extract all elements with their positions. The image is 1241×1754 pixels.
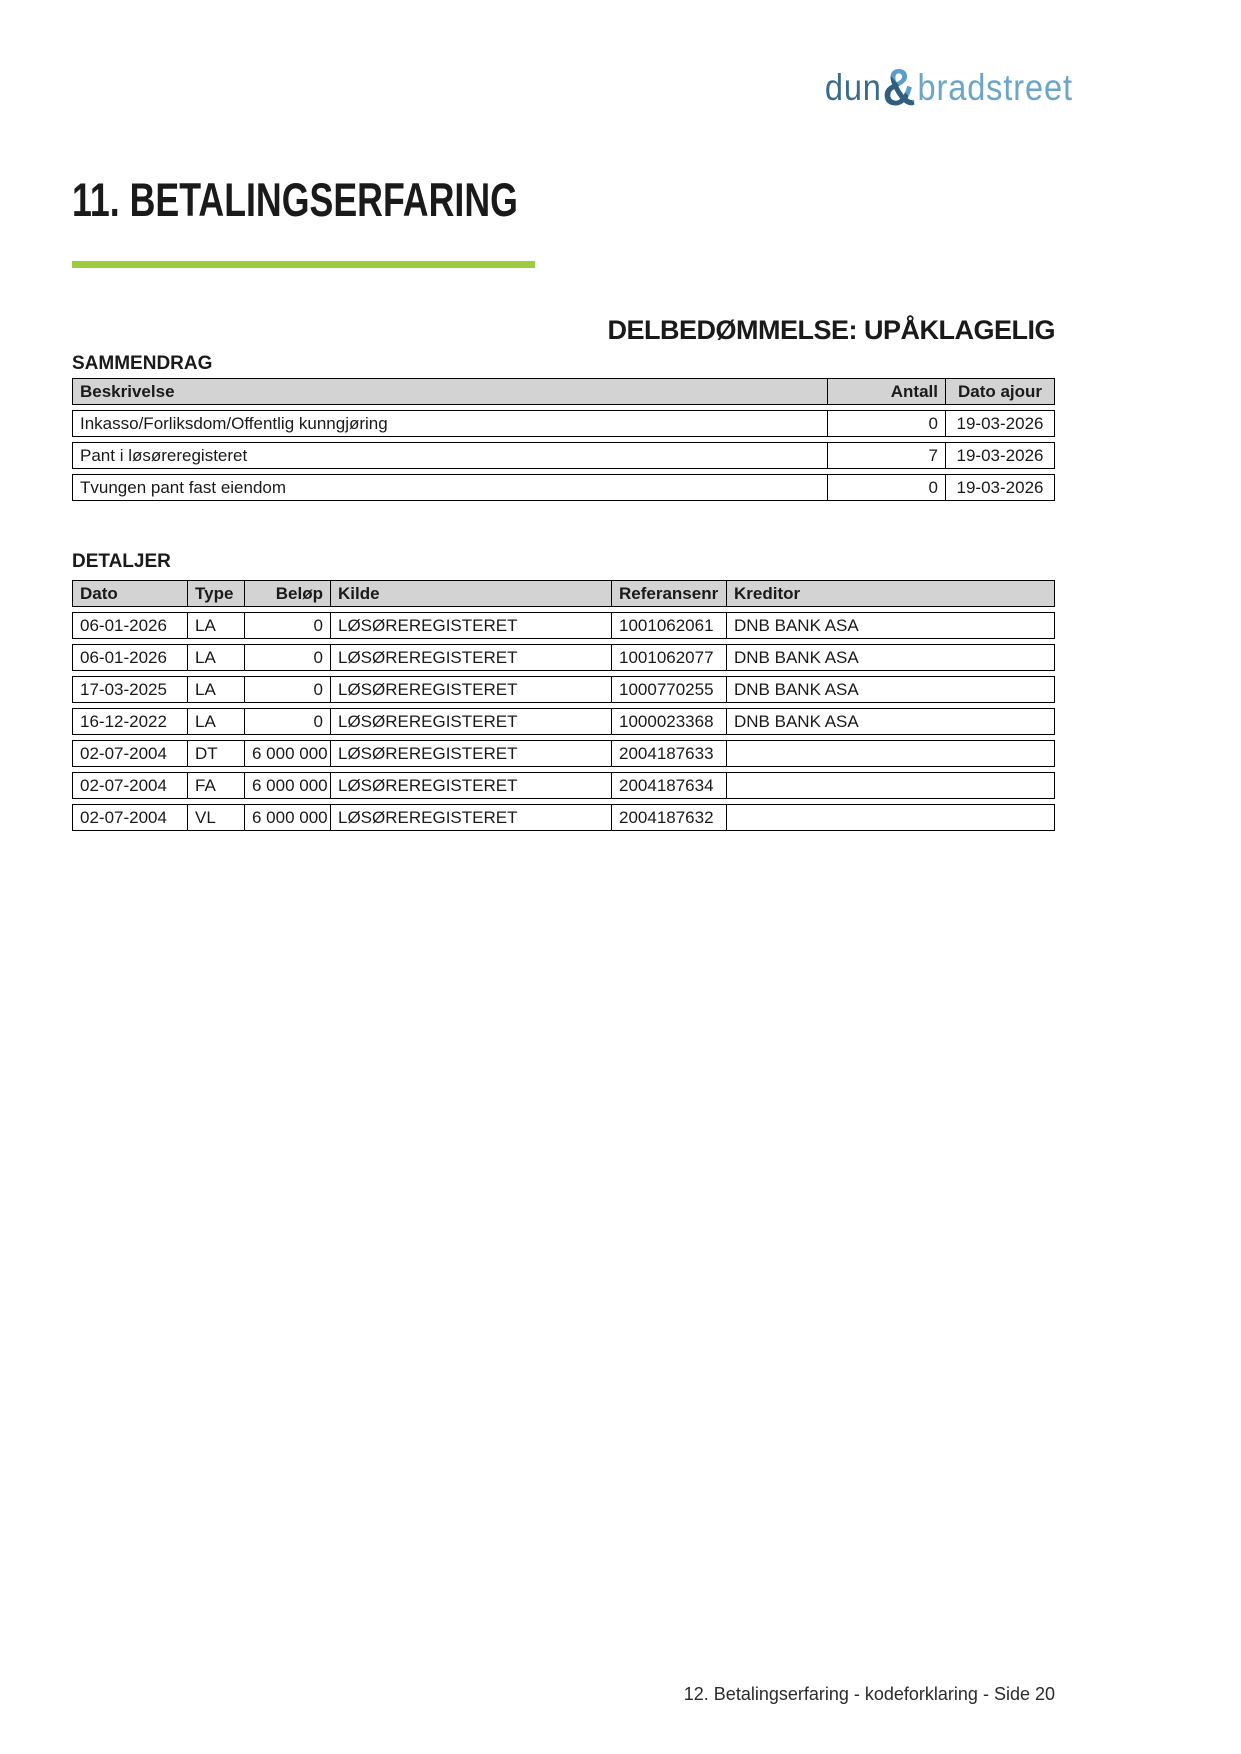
table-cell (727, 772, 1055, 799)
table-row (72, 612, 1055, 639)
table-cell: 0 (245, 612, 331, 639)
table-cell: VL (188, 804, 245, 831)
table-cell: 1000770255 (612, 676, 727, 703)
table-row (72, 676, 1055, 703)
table-cell: 2004187634 (612, 772, 727, 799)
column-header-kilde: Kilde (331, 580, 612, 607)
sub-assessment-heading: DELBEDØMMELSE: UPÅKLAGELIG (607, 315, 1055, 345)
table-cell: 16-12-2022 (72, 708, 188, 735)
table-cell: 0 (245, 676, 331, 703)
table-cell: Pant i løsøreregisteret (72, 442, 828, 469)
table-cell: 2004187632 (612, 804, 727, 831)
table-cell: LØSØREREGISTERET (331, 644, 612, 671)
table-cell: FA (188, 772, 245, 799)
summary-header-row (72, 378, 1055, 405)
column-header-belop: Beløp (245, 580, 331, 607)
details-header-row (72, 580, 1055, 607)
table-cell: 0 (245, 708, 331, 735)
column-header-antall: Antall (828, 378, 946, 405)
logo-text-bradstreet: bradstreet (917, 67, 1073, 108)
table-cell: LØSØREREGISTERET (331, 676, 612, 703)
table-row (72, 804, 1055, 831)
table-row (72, 474, 1055, 501)
table-cell: 6 000 000 (245, 772, 331, 799)
table-cell: LA (188, 708, 245, 735)
table-cell: DNB BANK ASA (727, 612, 1055, 639)
table-cell: Inkasso/Forliksdom/Offentlig kunngjøring (72, 410, 828, 437)
table-cell: LØSØREREGISTERET (331, 740, 612, 767)
table-cell: 6 000 000 (245, 740, 331, 767)
table-cell: 6 000 000 (245, 804, 331, 831)
page-title: 11. BETALINGSERFARING (72, 173, 518, 226)
table-cell (727, 740, 1055, 767)
table-cell: 19-03-2026 (946, 442, 1055, 469)
table-cell: LØSØREREGISTERET (331, 708, 612, 735)
table-cell: LØSØREREGISTERET (331, 804, 612, 831)
column-header-type: Type (188, 580, 245, 607)
table-row (72, 708, 1055, 735)
table-cell: 1001062077 (612, 644, 727, 671)
table-cell: LA (188, 676, 245, 703)
table-cell (727, 804, 1055, 831)
table-cell: 17-03-2025 (72, 676, 188, 703)
table-cell: LØSØREREGISTERET (331, 612, 612, 639)
table-cell: LA (188, 612, 245, 639)
column-header-kreditor: Kreditor (727, 580, 1055, 607)
dun-bradstreet-logo (824, 59, 1073, 117)
table-cell: LA (188, 644, 245, 671)
table-cell: Tvungen pant fast eiendom (72, 474, 828, 501)
column-header-dato: Dato (72, 580, 188, 607)
table-cell: 06-01-2026 (72, 612, 188, 639)
table-cell: DT (188, 740, 245, 767)
page-footer: 12. Betalingserfaring - kodeforklaring - Side 20 (683, 1684, 1055, 1704)
table-cell: LØSØREREGISTERET (331, 772, 612, 799)
table-cell: DNB BANK ASA (727, 644, 1055, 671)
ampersand-icon: & (882, 59, 917, 117)
table-cell: 02-07-2004 (72, 804, 188, 831)
table-row (72, 644, 1055, 671)
table-cell: 2004187633 (612, 740, 727, 767)
column-header-referansenr: Referansenr (612, 580, 727, 607)
table-cell: 19-03-2026 (946, 474, 1055, 501)
column-header-beskrivelse: Beskrivelse (72, 378, 828, 405)
table-cell: DNB BANK ASA (727, 708, 1055, 735)
details-table (72, 575, 1055, 836)
table-cell: 0 (828, 410, 946, 437)
table-row (72, 772, 1055, 799)
title-underline-rule (72, 261, 535, 268)
table-cell: 02-07-2004 (72, 772, 188, 799)
table-row (72, 442, 1055, 469)
summary-table (72, 373, 1055, 506)
table-cell: 0 (828, 474, 946, 501)
table-cell: 7 (828, 442, 946, 469)
table-cell: 1000023368 (612, 708, 727, 735)
table-cell: 02-07-2004 (72, 740, 188, 767)
table-row (72, 740, 1055, 767)
table-row (72, 410, 1055, 437)
details-section-label: DETALJER (72, 551, 171, 572)
table-cell: 19-03-2026 (946, 410, 1055, 437)
column-header-dato-ajour: Dato ajour (946, 378, 1055, 405)
table-cell: DNB BANK ASA (727, 676, 1055, 703)
table-cell: 0 (245, 644, 331, 671)
summary-section-label: SAMMENDRAG (72, 353, 213, 374)
logo-text-dun: dun (824, 67, 882, 108)
table-cell: 1001062061 (612, 612, 727, 639)
table-cell: 06-01-2026 (72, 644, 188, 671)
